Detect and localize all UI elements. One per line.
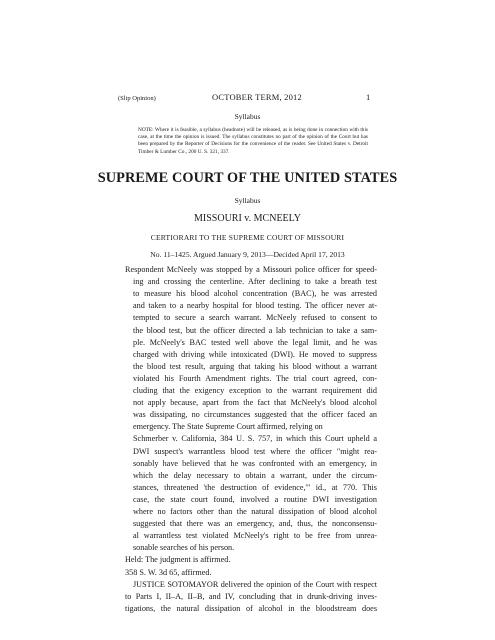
body-line: JUSTICE SOTOMAYOR delivered the opinion of the Court with respect xyxy=(133,579,377,589)
body-line: which the delay necessary to obtain a warrant, under the circum- xyxy=(133,470,377,480)
body-line: suggested that there was an emergency, and, thus, the nonconsensu- xyxy=(133,519,377,529)
body-line: the blood test result, arguing that taking his blood without a warrant xyxy=(133,361,377,371)
body-line: violated his Fourth Amendment rights. The trial court agreed, con- xyxy=(133,373,377,383)
docket-line: No. 11–1425. Argued January 9, 2013—Decided April 17, 2013 xyxy=(150,250,345,259)
body-line: to measure his blood alcohol concentration (BAC), he was arrested xyxy=(133,289,377,299)
body-line: where no factors other than the natural dissipation of blood alcohol xyxy=(133,507,377,516)
body-line: ple. McNeely's BAC tested well above the legal limit, and he was xyxy=(133,337,377,347)
body-line: stances, threatened 'the destruction of evidence,'" id., at 770. This xyxy=(133,482,377,492)
body-line: tempted to secure a search warrant. McNeely refused to consent to xyxy=(133,313,377,323)
body-line: al warrantless test violated McNeely's right to be free from unrea- xyxy=(133,531,377,541)
body-line: not apply because, apart from the fact that McNeely's blood alcohol xyxy=(133,398,377,408)
body-line: was dissipating, no circumstances suggested that the officer faced an xyxy=(133,410,377,420)
body-line: ing and crossing the centerline. After declining to take a breath test xyxy=(133,277,377,287)
term-heading: OCTOBER TERM, 2012 xyxy=(212,92,302,102)
body-line: Respondent McNeely was stopped by a Missouri police officer for speed- xyxy=(125,265,377,274)
note-text: NOTE: Where it is feasible, a syllabus (headnote) will be released, as is being done in connection with this case, at the time the opinion is issued. The syllabus constitutes no part of the opinion of the Court but has been prepared by the Reporter of Decisions for the convenience of the reader. See United States v. Detroit Timber & Lumber Co., 200 U. S. 321, 337. xyxy=(138,127,368,155)
body-line: charged with driving while intoxicated (DWI). He moved to suppress xyxy=(133,349,377,359)
case-caption: MISSOURI v. MCNEELY xyxy=(194,213,301,224)
certiorari-line: CERTIORARI TO THE SUPREME COURT OF MISSOURI xyxy=(150,233,345,242)
body-line: case, the state court found, involved a routine DWI investigation xyxy=(133,494,377,504)
body-line: 358 S. W. 3d 65, affirmed. xyxy=(125,567,212,577)
body-line: emergency. The State Supreme Court affirmed, relying on xyxy=(133,422,323,432)
syllabus-label-2: Syllabus xyxy=(234,196,261,205)
body-line: Held: The judgment is affirmed. xyxy=(125,555,231,565)
page-number: 1 xyxy=(366,92,371,102)
body-line: DWI suspect's warrantless blood test where the officer "might rea- xyxy=(133,446,377,456)
body-line: tigations, the natural dissipation of alcohol in the bloodstream does xyxy=(125,603,377,613)
body-line: sonable searches of his person. xyxy=(133,543,235,553)
body-line: sonably have believed that he was confronted with an emergency, in xyxy=(133,458,377,468)
court-title: SUPREME COURT OF THE UNITED STATES xyxy=(97,170,398,186)
body-line: Schmerber v. California, 384 U. S. 757, in which this Court upheld a xyxy=(133,434,377,444)
slip-opinion-label: (Slip Opinion) xyxy=(118,95,156,102)
syllabus-note xyxy=(138,127,368,156)
body-line: and taken to a nearby hospital for blood testing. The officer never at- xyxy=(133,301,377,311)
body-line: cluding that the exigency exception to the warrant requirement did xyxy=(133,386,377,395)
body-line: the blood test, but the officer directed a lab technician to take a sam- xyxy=(133,325,377,335)
body-line: to Parts I, II–A, II–B, and IV, concluding that in drunk-driving inves- xyxy=(125,591,377,601)
syllabus-label: Syllabus xyxy=(234,112,261,121)
